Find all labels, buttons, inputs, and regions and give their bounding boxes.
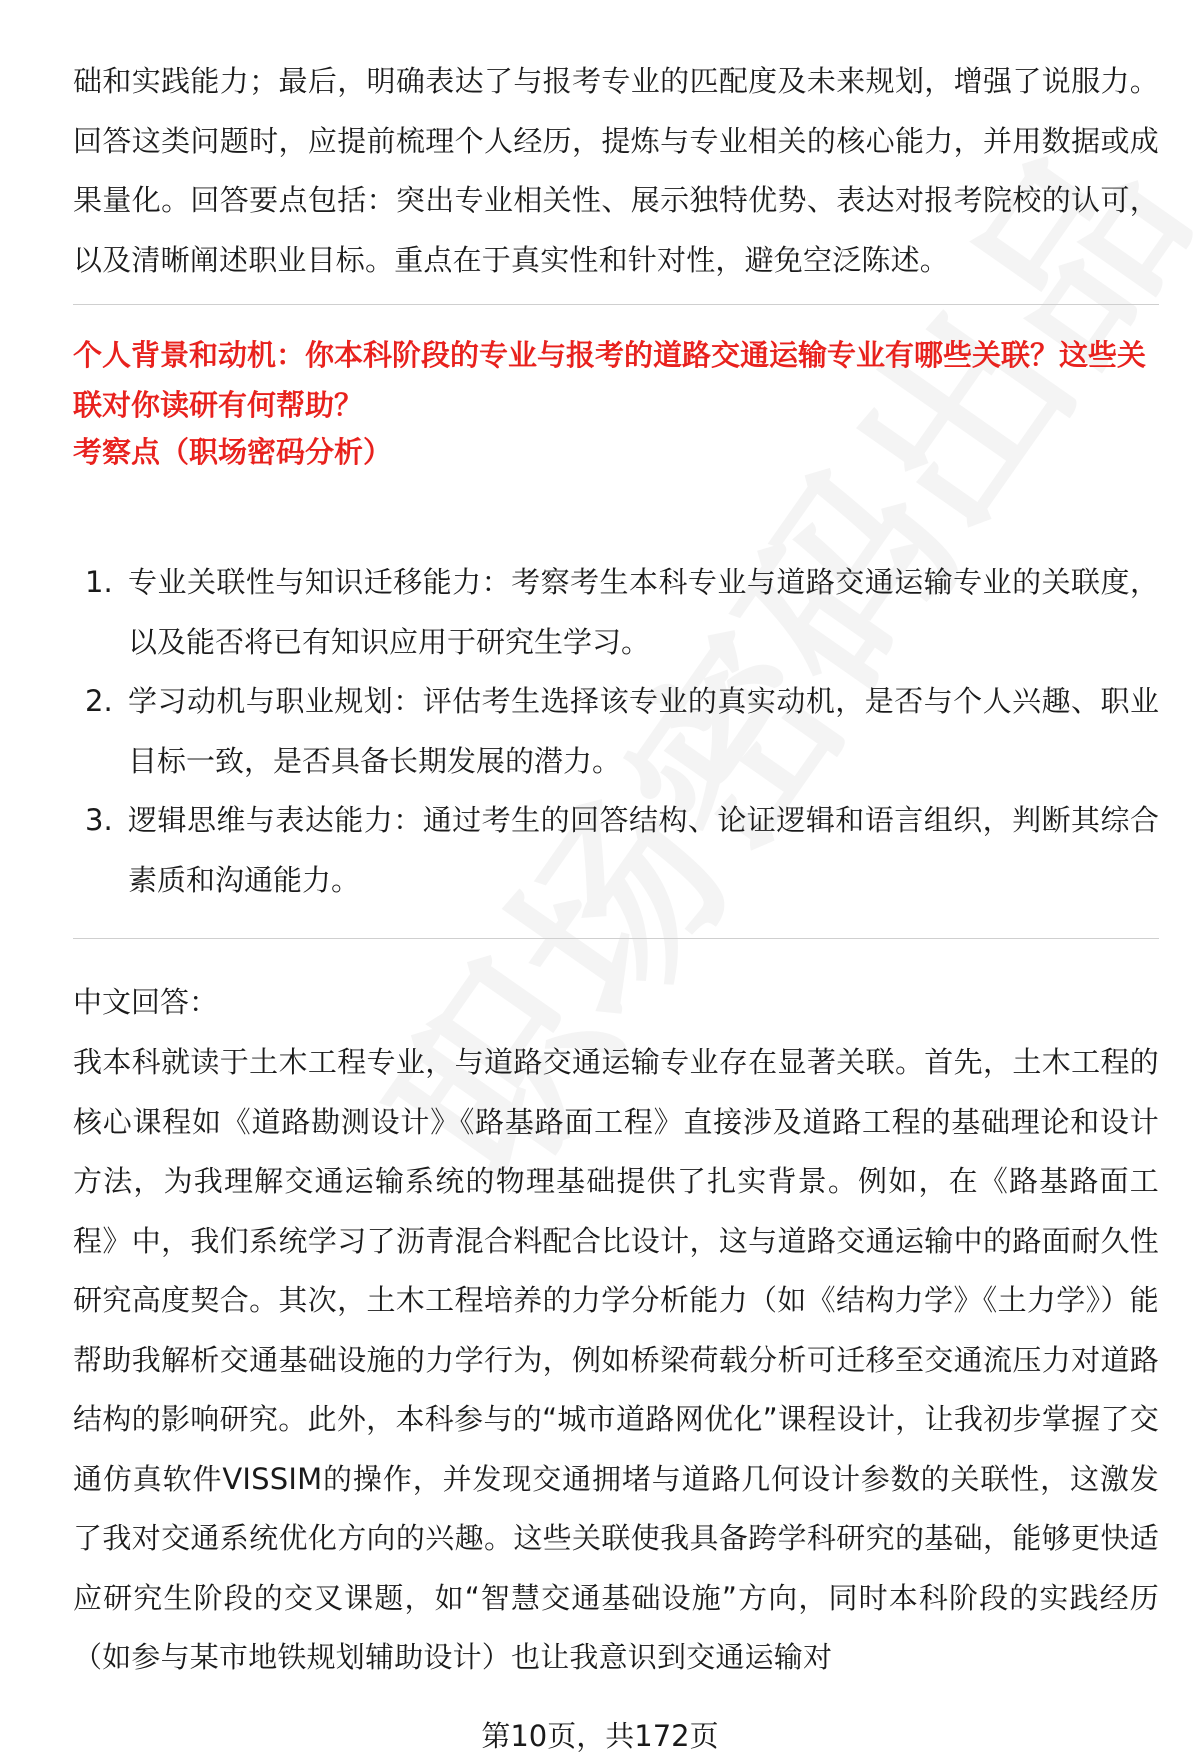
list-item-text: 学习动机与职业规划：评估考生选择该专业的真实动机，是否与个人兴趣、职业目标一致，是否具备长期发展的潜力。 <box>128 684 1159 778</box>
list-item <box>73 672 1159 791</box>
list-item-number: 3. <box>85 803 113 837</box>
intro-paragraph: 础和实践能力；最后，明确表达了与报考专业的匹配度及未来规划，增强了说服力。回答这类问题时，应提前梳理个人经历，提炼与专业相关的核心能力，并用数据或成果量化。回答要点包括：突出专业相关性、展示独特优势、表达对报考院校的认可，以及清晰阐述职业目标。重点在于真实性和针对性，避免空泛陈述。 <box>73 64 1159 277</box>
answer-paragraph: 我本科就读于土木工程专业，与道路交通运输专业存在显著关联。首先，土木工程的核心课程如《道路勘测设计》《路基路面工程》直接涉及道路工程的基础理论和设计方法，为我理解交通运输系统的物理基础提供了扎实背景。例如，在《路基路面工程》中，我们系统学习了沥青混合料配合比设计，这与道路交通运输中的路面耐久性研究高度契合。其次，土木工程培养的力学分析能力（如《结构力学》《土力学》）能帮助我解析交通基础设施的力学行为，例如桥梁荷载分析可迁移至交通流压力对道路结构的影响研究。此外，本科参与的“城市道路网优化”课程设计，让我初步掌握了交通仿真软件VISSIM的操作，并发现交通拥堵与道路几何设计参数的关联性，这激发了我对交通系统优化方向的兴趣。这些关联使我具备跨学科研究的基础，能够更快适应研究生阶段的交叉课题，如“智慧交通基础设施”方向，同时本科阶段的实践经历（如参与某市地铁规划辅助设计）也让我意识到交通运输对 <box>73 1045 1159 1674</box>
question-title: 个人背景和动机：你本科阶段的专业与报考的道路交通运输专业有哪些关联？这些关联对你读研有何帮助？ <box>73 338 1147 422</box>
list-item-text: 逻辑思维与表达能力：通过考生的回答结构、论证逻辑和语言组织，判断其综合素质和沟通能力。 <box>128 803 1159 897</box>
page-footer: 第10页，共172页 <box>481 1719 719 1753</box>
list-item-text: 专业关联性与知识迁移能力：考察考生本科专业与道路交通运输专业的关联度，以及能否将已有知识应用于研究生学习。 <box>128 565 1159 659</box>
answer-label: 中文回答： <box>73 985 219 1019</box>
list-item-number: 1. <box>85 565 113 599</box>
list-item <box>73 791 1159 910</box>
exam-points-list <box>73 553 1159 910</box>
exam-points-heading: 考察点（职场密码分析） <box>73 435 393 469</box>
section-divider <box>73 304 1159 305</box>
section-divider <box>73 938 1159 939</box>
list-item <box>73 553 1159 672</box>
list-item-number: 2. <box>85 684 113 718</box>
